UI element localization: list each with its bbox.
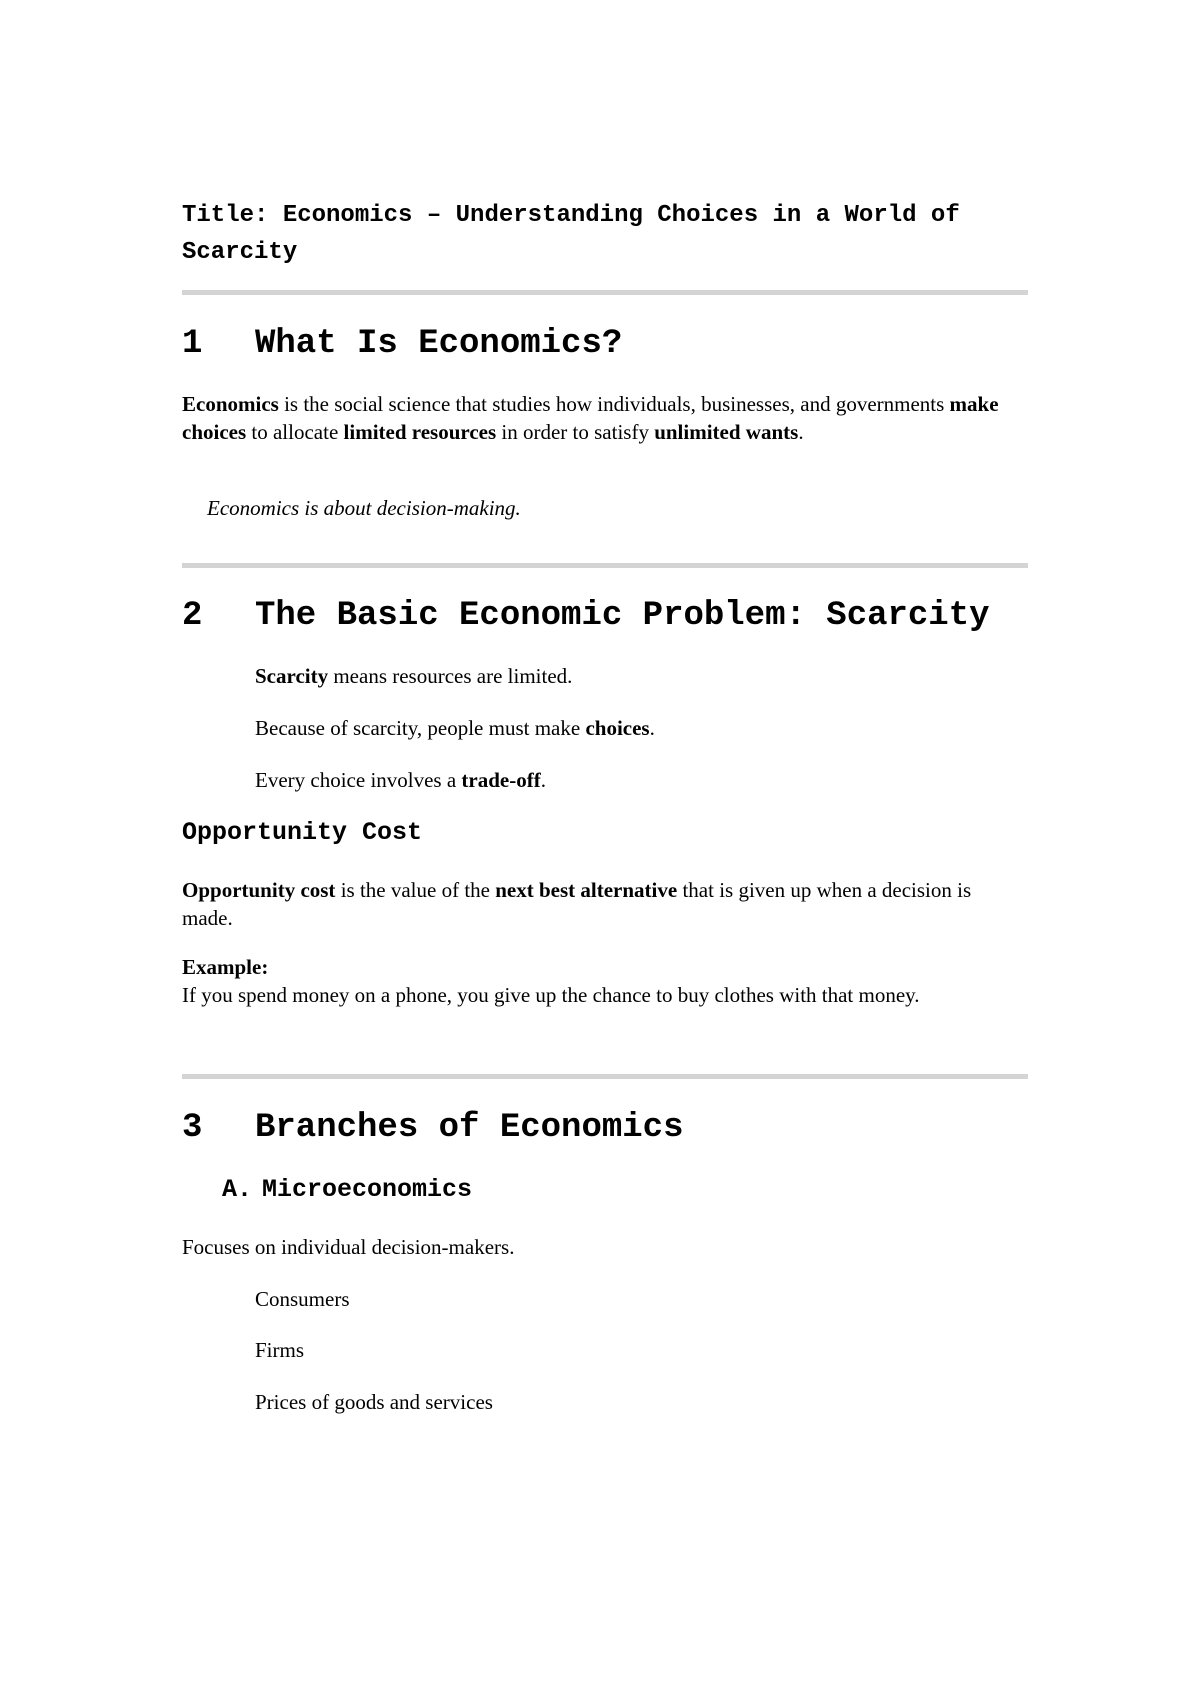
text-run: is the value of the bbox=[335, 878, 496, 902]
bold-term: choices bbox=[585, 716, 650, 740]
document-title: Title: Economics – Understanding Choices in a World of Scarcity bbox=[182, 202, 960, 266]
text-run: . bbox=[649, 716, 655, 740]
section-1-heading bbox=[182, 324, 622, 364]
text-run: in order to satisfy bbox=[496, 420, 655, 444]
section-number: 2 bbox=[182, 597, 203, 635]
bold-term: make choices bbox=[182, 392, 999, 444]
list-item: Firms bbox=[255, 1338, 305, 1362]
scarcity-point bbox=[255, 766, 1015, 794]
example-text: If you spend money on a phone, you give up the chance to buy clothes with that money. bbox=[182, 983, 920, 1007]
section-title: The Basic Economic Problem: Scarcity bbox=[255, 597, 990, 635]
text-run: . bbox=[798, 420, 804, 444]
section-title: Branches of Economics bbox=[255, 1109, 684, 1147]
economics-definition bbox=[182, 390, 1002, 446]
section-divider bbox=[182, 290, 1028, 295]
list-item: Consumers bbox=[255, 1287, 350, 1311]
section-divider bbox=[182, 1074, 1028, 1079]
section-2-heading bbox=[182, 596, 990, 636]
text-run: is the social science that studies how individuals, businesses, and governments bbox=[278, 392, 950, 416]
microeconomics-heading bbox=[222, 1175, 472, 1205]
subsection-letter: A. bbox=[222, 1175, 253, 1204]
bold-term: trade-off bbox=[461, 768, 541, 792]
section-3-heading bbox=[182, 1108, 683, 1148]
text-run: . bbox=[540, 768, 546, 792]
section-number: 3 bbox=[182, 1109, 203, 1147]
bold-term: next best alternative bbox=[495, 878, 678, 902]
scarcity-point bbox=[255, 662, 1015, 690]
text-run: that is given up when a decision is made. bbox=[182, 878, 972, 930]
section-divider bbox=[182, 563, 1028, 568]
list-item: Prices of goods and services bbox=[255, 1390, 493, 1414]
text-run: Every choice involves a bbox=[255, 768, 462, 792]
text-run: to allocate bbox=[246, 420, 344, 444]
bold-term: Opportunity cost bbox=[182, 878, 336, 902]
bold-term: limited resources bbox=[343, 420, 497, 444]
opportunity-cost-definition bbox=[182, 876, 1002, 932]
subsection-title: Microeconomics bbox=[262, 1175, 473, 1204]
bold-term: Economics bbox=[182, 392, 279, 416]
key-quote: Economics is about decision-making. bbox=[207, 496, 521, 520]
section-number: 1 bbox=[182, 325, 203, 363]
example-block bbox=[182, 953, 1002, 1009]
text-run: means resources are limited. bbox=[328, 664, 573, 688]
opportunity-cost-heading: Opportunity Cost bbox=[182, 818, 423, 847]
example-label: Example: bbox=[182, 955, 269, 979]
bold-term: Scarcity bbox=[255, 664, 329, 688]
bold-term: unlimited wants bbox=[654, 420, 799, 444]
document-page bbox=[182, 0, 1028, 1696]
text-run: Because of scarcity, people must make bbox=[255, 716, 586, 740]
microeconomics-intro: Focuses on individual decision-makers. bbox=[182, 1235, 515, 1259]
scarcity-point bbox=[255, 714, 1015, 742]
section-title: What Is Economics? bbox=[255, 325, 623, 363]
